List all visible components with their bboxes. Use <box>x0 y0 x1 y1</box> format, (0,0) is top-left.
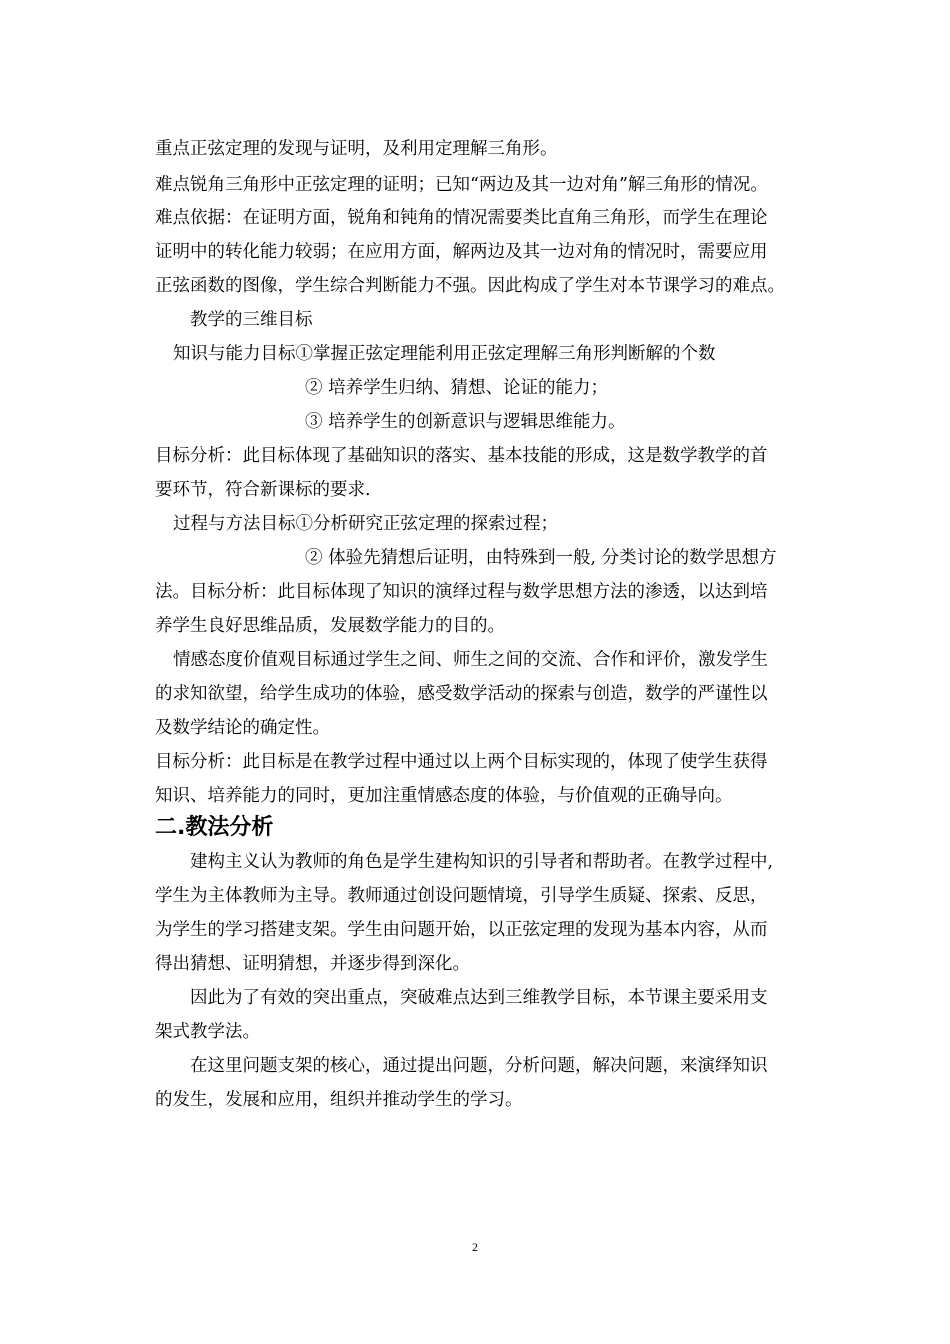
text-line: 知识、培养能力的同时，更加注重情感态度的体验，与价值观的正确导向。 <box>155 786 733 806</box>
text-line: 要环节，符合新课标的要求. <box>155 480 371 500</box>
text-line: 及数学结论的确定性。 <box>155 718 330 738</box>
text-line: 为学生的学习搭建支架。学生由问题开始，以正弦定理的发现为基本内容，从而 <box>155 920 768 940</box>
text-line: 建构主义认为教师的角色是学生建构知识的引导者和帮助者。在教学过程中, <box>190 852 774 872</box>
text-line: 养学生良好思维品质，发展数学能力的目的。 <box>155 616 505 636</box>
text-line: 情感态度价值观目标通过学生之间、师生之间的交流、合作和评价，激发学生 <box>173 650 768 670</box>
text-line: 的求知欲望，给学生成功的体验，感受数学活动的探索与创造，数学的严谨性以 <box>155 684 768 704</box>
text-line: 正弦函数的图像，学生综合判断能力不强。因此构成了学生对本节课学习的难点。 <box>155 276 785 296</box>
text-line: 知识与能力目标①掌握正弦定理能利用正弦定理解三角形判断解的个数 <box>173 344 716 364</box>
text-line: 的发生，发展和应用，组织并推动学生的学习。 <box>155 1090 523 1110</box>
text-line: 法。目标分析：此目标体现了知识的演绎过程与数学思想方法的渗透，以达到培 <box>155 582 768 602</box>
text-line: 目标分析：此目标是在教学过程中通过以上两个目标实现的，体现了使学生获得 <box>155 752 768 772</box>
text-line: 得出猜想、证明猜想，并逐步得到深化。 <box>155 954 470 974</box>
text-line: 过程与方法目标①分析研究正弦定理的探索过程； <box>173 514 558 534</box>
text-line: 架式教学法。 <box>155 1022 260 1042</box>
text-line: 在这里问题支架的核心，通过提出问题，分析问题，解决问题，来演绎知识 <box>190 1056 768 1076</box>
text-line: ② 培养学生归纳、猜想、论证的能力； <box>305 378 609 398</box>
text-line: 因此为了有效的突出重点，突破难点达到三维教学目标，本节课主要采用支 <box>190 988 768 1008</box>
page-number: 2 <box>472 1240 478 1254</box>
text-line: 难点依据：在证明方面，锐角和钝角的情况需要类比直角三角形，而学生在理论 <box>155 208 768 228</box>
text-line: ③ 培养学生的创新意识与逻辑思维能力。 <box>305 412 626 432</box>
text-line: 学生为主体教师为主导。教师通过创设问题情境，引导学生质疑、探索、反思， <box>155 886 768 906</box>
text-line: 教学的三维目标 <box>190 310 313 330</box>
text-line: 重点正弦定理的发现与证明，及利用定理解三角形。 <box>155 139 558 159</box>
text-line: 证明中的转化能力较弱；在应用方面，解两边及其一边对角的情况时，需要应用 <box>155 242 768 262</box>
text-line: 目标分析：此目标体现了基础知识的落实、基本技能的形成，这是数学教学的首 <box>155 446 768 466</box>
section-heading: 二.教法分析 <box>155 815 274 840</box>
text-line: ② 体验先猜想后证明，由特殊到一般, 分类讨论的数学思想方 <box>305 548 777 568</box>
text-line: 难点锐角三角形中正弦定理的证明；已知“两边及其一边对角”解三角形的情况。 <box>155 175 768 195</box>
